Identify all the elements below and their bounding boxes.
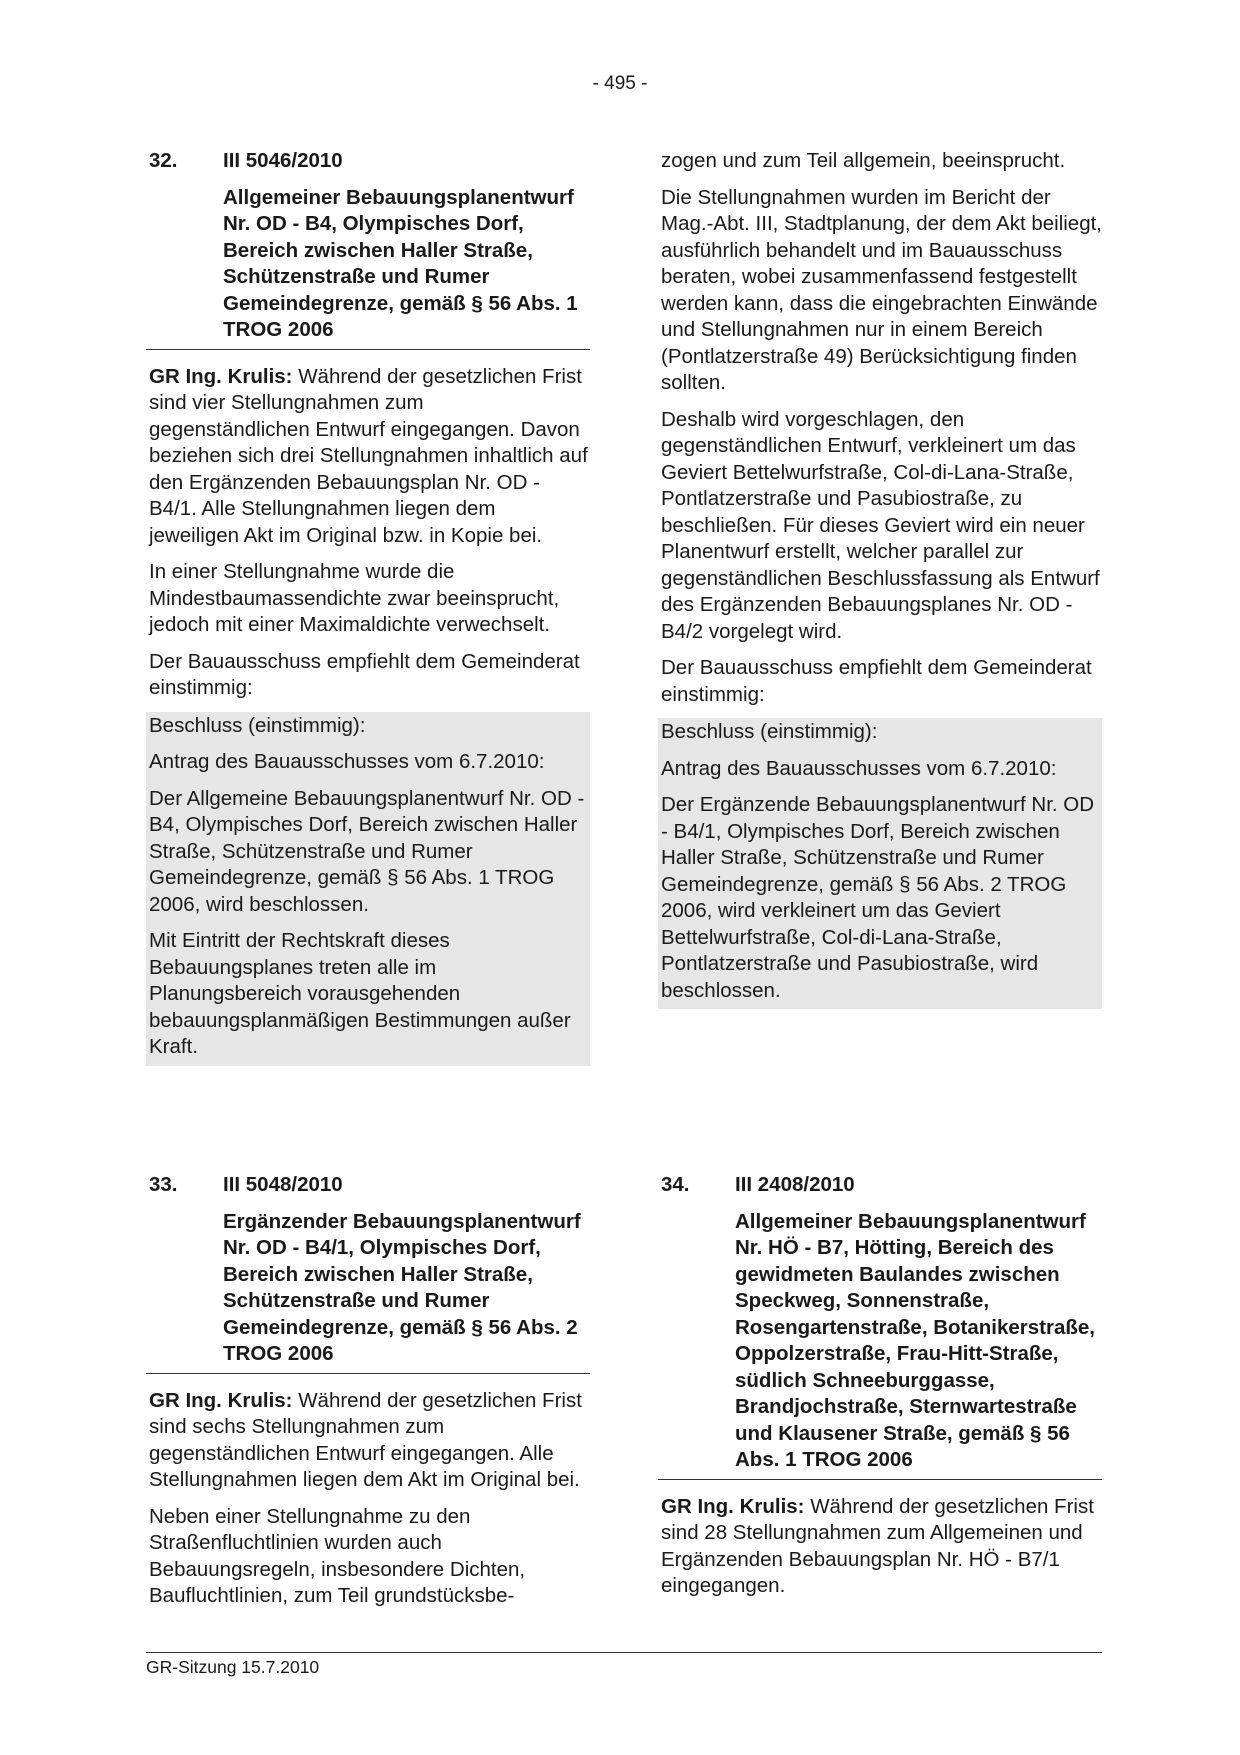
item-34-statement <box>658 1494 1102 1600</box>
page-footer: GR-Sitzung 15.7.2010 <box>146 1652 1102 1678</box>
item-32-reference: III 5046/2010 <box>223 149 343 172</box>
item-33-reference: III 5048/2010 <box>223 1173 343 1196</box>
item-32-decision2: Mit Eintritt der Rechtskraft dieses Bebauungsplanes treten alle im Planungsbereich vorausgehenden bebauungsplanmäßigen Bestimmungen außer Kraft. <box>149 929 571 1058</box>
item-32-resolution-box <box>146 712 590 1066</box>
item-33-divider <box>146 1373 590 1374</box>
page-number: - 495 - <box>592 73 648 94</box>
item-33-statement <box>146 1388 590 1494</box>
item-34-heading <box>658 1172 1102 1474</box>
item-34-divider <box>658 1479 1102 1480</box>
item-33 <box>146 1172 590 1620</box>
item-33-para2: Neben einer Stellungnahme zu den Straßenfluchtlinien wurden auch Bebauungsregeln, insbesondere Dichten, Baufluchtlinien, zum Teil grundstücksbe- <box>149 1504 526 1607</box>
item-33-cont-para: zogen und zum Teil allgemein, beeinsprucht. <box>661 149 1066 172</box>
item-32-title: Allgemeiner Bebauungsplanentwurf Nr. OD - B4, Olympisches Dorf, Bereich zwischen Haller Straße, Schützenstraße und Rumer Gemeindegrenze, gemäß § 56 Abs. 1 TROG 2006 <box>223 185 578 341</box>
item-33-proposal-para: Deshalb wird vorgeschlagen, den gegenständlichen Entwurf, verkleinert um das Geviert Bettelwurfstraße, Col-di-Lana-Straße, Pontlatzerstraße und Pasubiostraße, zu beschließen. Für dieses Geviert wird ein neuer Planentwurf erstellt, welcher parallel zur gegenständlichen Beschlussfassung als Entwurf des Ergänzenden Bebauungsplanes Nr. OD - B4/2 vorgelegt wird. <box>661 407 1100 643</box>
item-33-resolution-label: Beschluss (einstimmig): <box>661 720 878 743</box>
item-33-number: 33. <box>149 1173 178 1196</box>
item-33-report-para: Die Stellungnahmen wurden im Bericht der Mag.-Abt. III, Stadtplanung, der dem Akt beiliegt, ausführlich behandelt und im Bauausschuss beraten, wobei zusammenfassend festgestellt werden kann, dass die eingebrachten Einwände und Stellungnahmen nur in einem Bereich (Pontlatzerstraße 49) Berücksichtigung finden sollten. <box>661 185 1103 394</box>
item-32-number: 32. <box>149 149 178 172</box>
item-33-title: Ergänzender Bebauungsplanentwurf Nr. OD - B4/1, Olympisches Dorf, Bereich zwischen Haller Straße, Schützenstraße und Rumer Gemeindegrenze, gemäß § 56 Abs. 2 TROG 2006 <box>223 1209 581 1365</box>
speaker-name: GR Ing. Krulis: <box>661 1494 805 1518</box>
item-32 <box>146 148 590 1066</box>
item-34-reference: III 2408/2010 <box>735 1173 855 1196</box>
item-33-recommendation: Der Bauausschuss empfiehlt dem Gemeinderat einstimmig: <box>661 656 1092 706</box>
item-34-title: Allgemeiner Bebauungsplanentwurf Nr. HÖ - B7, Hötting, Bereich des gewidmeten Baulandes zwischen Speckweg, Sonnenstraße, Rosengartenstraße, Botanikerstraße, Oppolzerstraße, Frau-Hitt-Straße, südlich Schneeburggasse, Brandjochstraße, Sternwartestraße und Klausener Straße, gemäß § 56 Abs. 1 TROG 2006 <box>735 1209 1096 1471</box>
item-32-para2: In einer Stellungnahme wurde die Mindestbaumassendichte zwar beeinsprucht, jedoch mit einer Maximaldichte verwechselt. <box>149 560 560 636</box>
item-32-heading <box>146 148 590 344</box>
item-33-continuation <box>658 148 1102 1009</box>
item-33-decision: Der Ergänzende Bebauungsplanentwurf Nr. OD - B4/1, Olympisches Dorf, Bereich zwischen Haller Straße, Schützenstraße und Rumer Gemeindegrenze, gemäß § 56 Abs. 2 TROG 2006, wird verkleinert um das Geviert Bettelwurfstraße, Col-di-Lana-Straße, Pontlatzerstraße und Pasubiostraße, wird beschlossen. <box>661 793 1095 1002</box>
item-33-para1: Während der gesetzlichen Frist sind sechs Stellungnahmen zum gegenständlichen Entwurf eingegangen. Alle Stellungnahmen liegen dem Akt im Original bei. <box>149 1388 582 1491</box>
speaker-name: GR Ing. Krulis: <box>149 1388 293 1412</box>
item-32-resolution-label: Beschluss (einstimmig): <box>149 713 366 737</box>
item-32-decision1: Der Allgemeine Bebauungsplanentwurf Nr. OD - B4, Olympisches Dorf, Bereich zwischen Haller Straße, Schützenstraße und Rumer Gemeindegrenze, gemäß § 56 Abs. 1 TROG 2006, wird beschlossen. <box>149 786 585 916</box>
item-32-motion: Antrag des Bauausschusses vom 6.7.2010: <box>149 750 545 773</box>
item-32-divider <box>146 349 590 350</box>
item-32-recommendation: Der Bauausschuss empfiehlt dem Gemeinderat einstimmig: <box>149 649 580 699</box>
item-33-motion: Antrag des Bauausschusses vom 6.7.2010: <box>661 756 1057 780</box>
item-34-para1: Während der gesetzlichen Frist sind 28 Stellungnahmen zum Allgemeinen und Ergänzenden Bebauungsplan Nr. HÖ - B7/1 eingegangen. <box>661 1494 1094 1597</box>
item-33-resolution-box <box>658 718 1102 1009</box>
speaker-name: GR Ing. Krulis: <box>149 364 293 388</box>
item-34 <box>658 1172 1102 1610</box>
item-32-para1: Während der gesetzlichen Frist sind vier Stellungnahmen zum gegenständlichen Entwurf eingegangen. Davon beziehen sich drei Stellungnahmen inhaltlich auf den Ergänzenden Bebauungsplan Nr. OD - B4/1. Alle Stellungnahmen liegen dem jeweiligen Akt im Original bzw. in Kopie bei. <box>149 364 588 547</box>
item-32-statement <box>146 364 590 550</box>
item-33-heading <box>146 1172 590 1368</box>
item-34-number: 34. <box>661 1173 690 1196</box>
